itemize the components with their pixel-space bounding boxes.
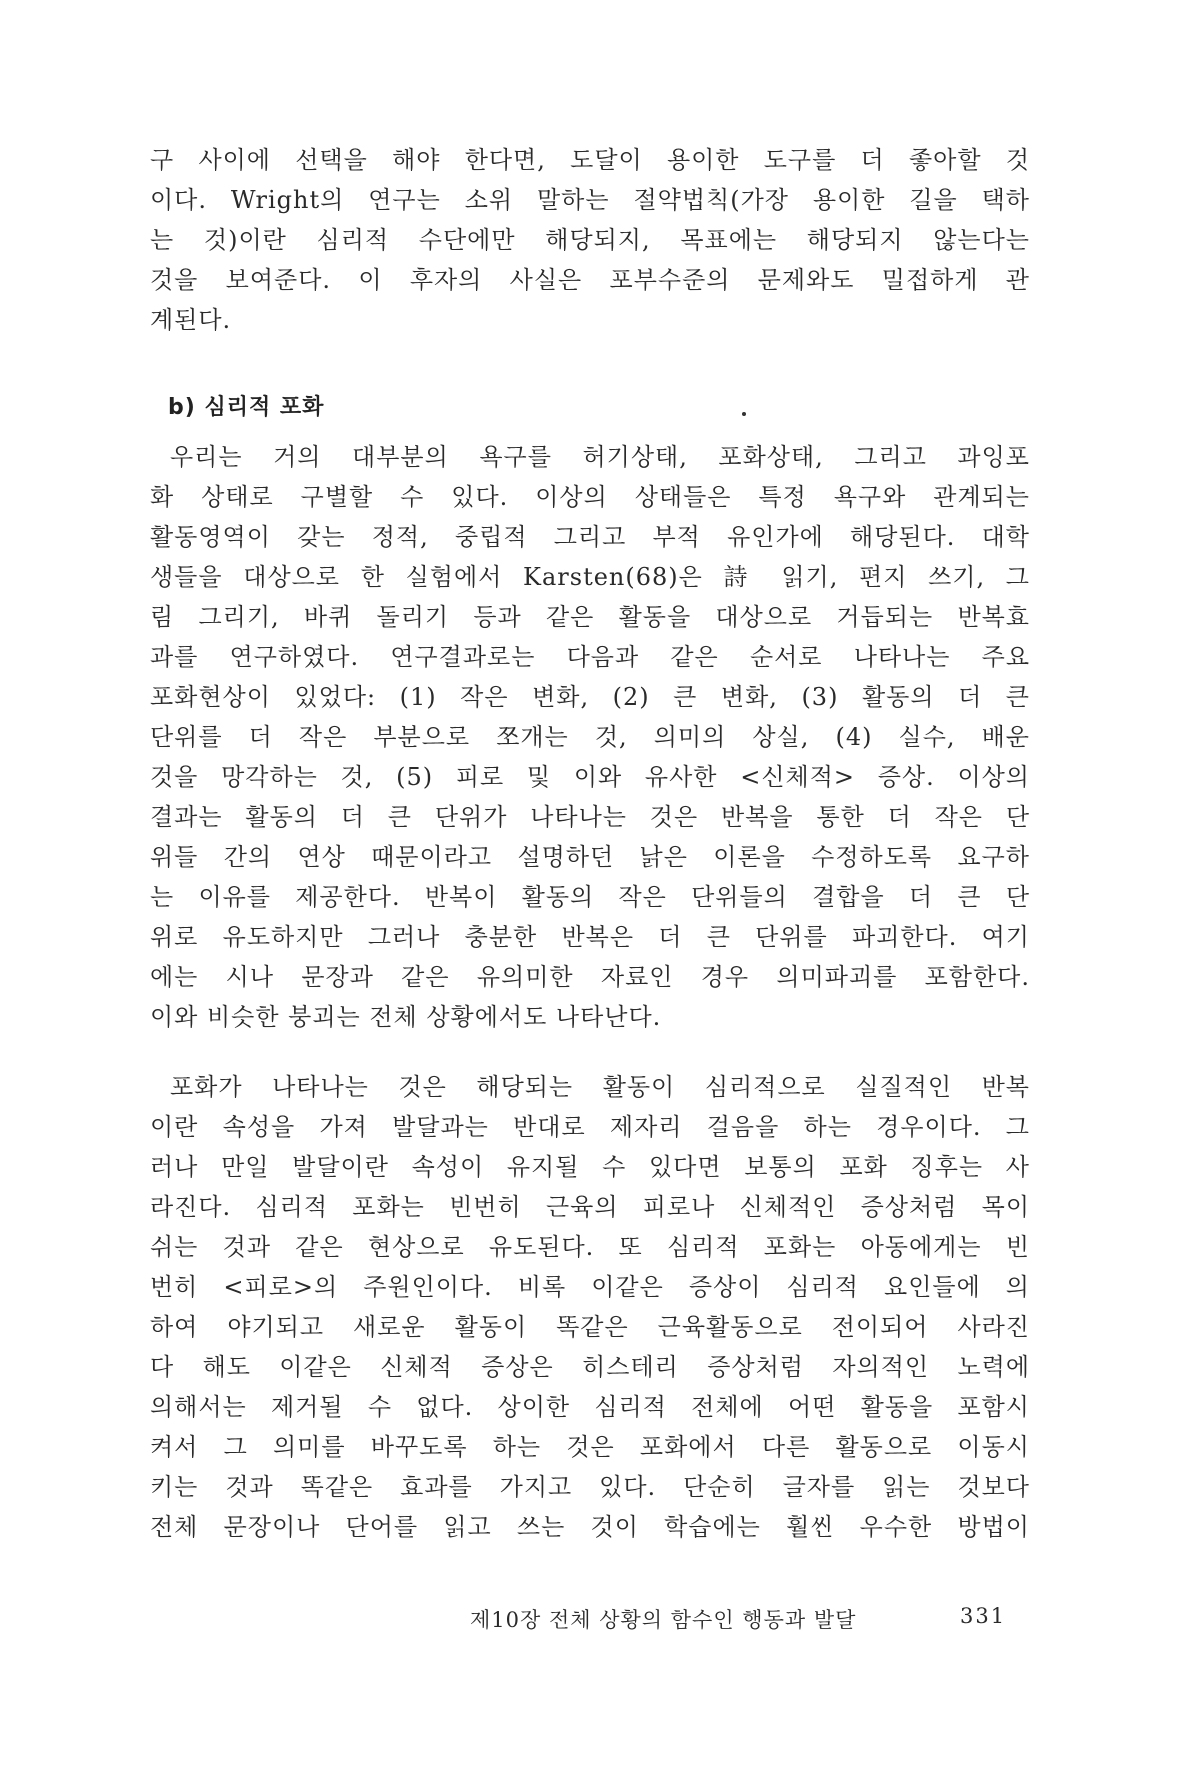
text-line: 결과는 활동의 더 큰 단위가 나타나는 것은 반복을 통한 더 작은 단 [150,803,1030,831]
text-line: 구 사이에 선택을 해야 한다면, 도달이 용이한 도구를 더 좋아할 것 [150,146,1030,174]
text-line: 이란 속성을 가져 발달과는 반대로 제자리 걸음을 하는 경우이다. 그 [150,1113,1030,1141]
text-line: 것을 망각하는 것, (5) 피로 및 이와 유사한 <신체적> 증상. 이상의 [150,763,1030,791]
page-number: 331 [960,1604,1007,1628]
paragraph-1 [150,140,1030,340]
text-line: 이와 비슷한 붕괴는 전체 상황에서도 나타난다. [150,1003,662,1031]
text-line: 화 상태로 구별할 수 있다. 이상의 상태들은 특정 욕구와 관계되는 [150,483,1030,511]
text-line: 과를 연구하였다. 연구결과로는 다음과 같은 순서로 나타나는 주요 [150,643,1030,671]
text-line: 의해서는 제거될 수 없다. 상이한 심리적 전체에 어떤 활동을 포함시 [150,1393,1030,1421]
text-line: 하여 야기되고 새로운 활동이 똑같은 근육활동으로 전이되어 사라진 [150,1313,1030,1341]
text-line: 는 것)이란 심리적 수단에만 해당되지, 목표에는 해당되지 않는다는 [150,226,1030,254]
text-line: 림 그리기, 바퀴 돌리기 등과 같은 활동을 대상으로 거듭되는 반복효 [150,603,1030,631]
text-line: 는 이유를 제공한다. 반복이 활동의 작은 단위들의 결합을 더 큰 단 [150,883,1030,911]
text-line: 이다. Wright의 연구는 소위 말하는 절약법칙(가장 용이한 길을 택하 [150,186,1030,214]
paragraph-2 [150,437,1030,1037]
text-line: 포화현상이 있었다: (1) 작은 변화, (2) 큰 변화, (3) 활동의 더 큰 [150,683,1030,711]
running-footer-chapter-title: 제10장 전체 상황의 함수인 행동과 발달 [470,1608,857,1632]
text-line: 켜서 그 의미를 바꾸도록 하는 것은 포화에서 다른 활동으로 이동시 [150,1433,1030,1461]
text-line: 우리는 거의 대부분의 욕구를 허기상태, 포화상태, 그리고 과잉포 [170,443,1030,471]
text-line: 계된다. [150,306,232,334]
text-line: 포화가 나타나는 것은 해당되는 활동이 심리적으로 실질적인 반복 [170,1073,1030,1101]
text-line: 에는 시나 문장과 같은 유의미한 자료인 경우 의미파괴를 포함한다. [150,963,1030,991]
text-line: 위들 간의 연상 때문이라고 설명하던 낡은 이론을 수정하도록 요구하 [150,843,1030,871]
speck-mark [742,412,746,416]
text-line: 쉬는 것과 같은 현상으로 유도된다. 또 심리적 포화는 아동에게는 빈 [150,1233,1030,1261]
text-line: 단위를 더 작은 부분으로 쪼개는 것, 의미의 상실, (4) 실수, 배운 [150,723,1030,751]
text-line: 키는 것과 똑같은 효과를 가지고 있다. 단순히 글자를 읽는 것보다 [150,1473,1030,1501]
text-line: 번히 <피로>의 주원인이다. 비록 이같은 증상이 심리적 요인들에 의 [150,1273,1030,1301]
text-line: 다 해도 이같은 신체적 증상은 히스테리 증상처럼 자의적인 노력에 [150,1353,1030,1381]
section-heading: b) 심리적 포화 [168,395,325,420]
text-line: 것을 보여준다. 이 후자의 사실은 포부수준의 문제와도 밀접하게 관 [150,266,1030,294]
text-line: 러나 만일 발달이란 속성이 유지될 수 있다면 보통의 포화 징후는 사 [150,1153,1030,1181]
text-line: 전체 문장이나 단어를 읽고 쓰는 것이 학습에는 훨씬 우수한 방법이 [150,1513,1030,1541]
text-line: 위로 유도하지만 그러나 충분한 반복은 더 큰 단위를 파괴한다. 여기 [150,923,1030,951]
text-line: 생들을 대상으로 한 실험에서 Karsten(68)은 詩 읽기, 편지 쓰기, 그 [150,563,1030,591]
text-line: 라진다. 심리적 포화는 빈번히 근육의 피로나 신체적인 증상처럼 목이 [150,1193,1030,1221]
text-line: 활동영역이 갖는 정적, 중립적 그리고 부적 유인가에 해당된다. 대학 [150,523,1030,551]
paragraph-3 [150,1067,1030,1547]
